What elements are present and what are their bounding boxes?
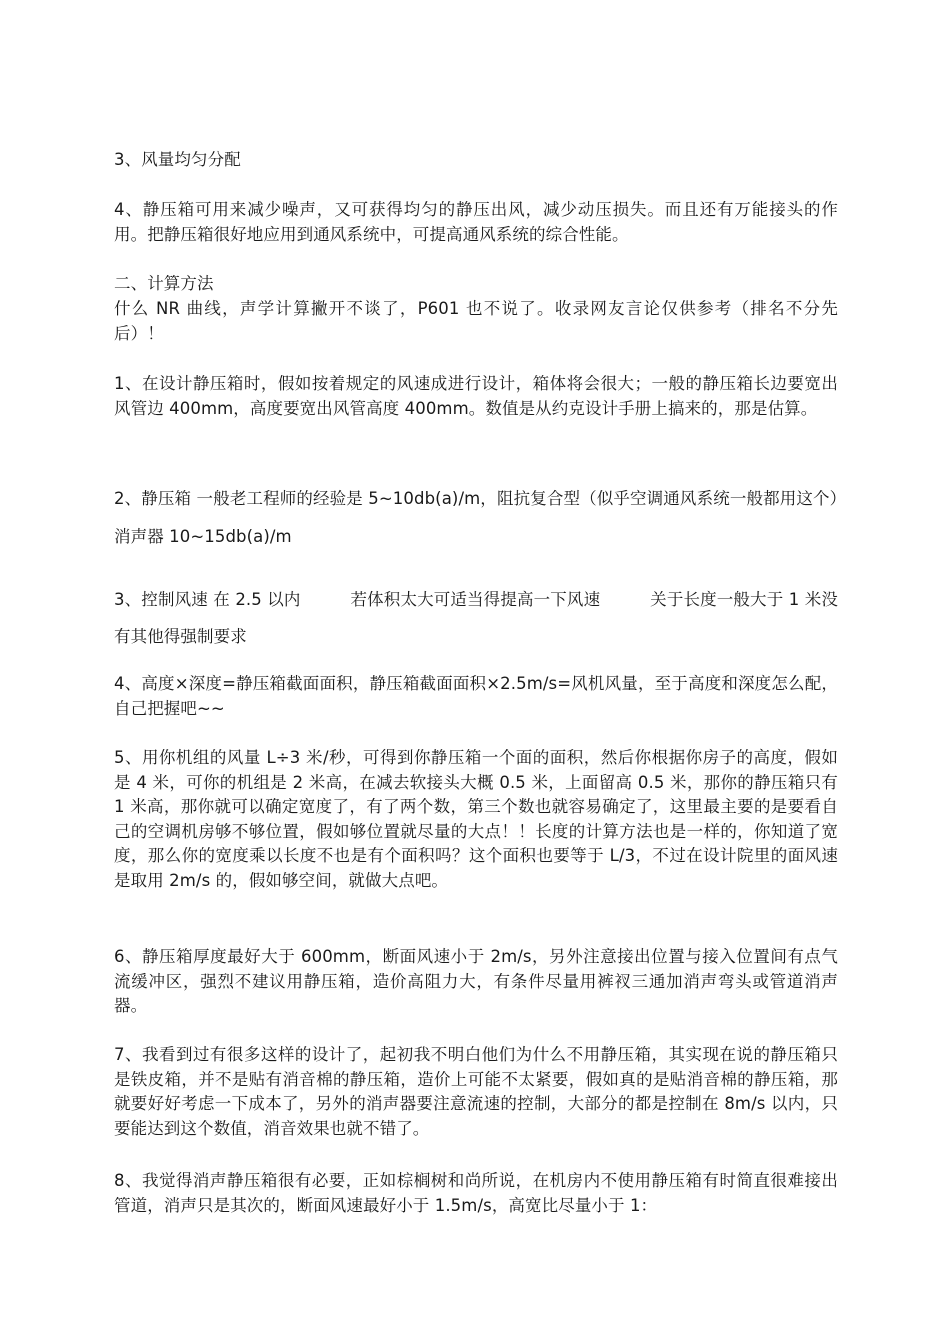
paragraph-6: 3、控制风速 在 2.5 以内 若体积太大可适当得提高一下风速 关于长度一般大于 1 米没有其他得强制要求 — [114, 590, 838, 646]
paragraph-7: 4、高度×深度=静压箱截面面积，静压箱截面面积×2.5m/s=风机风量，至于高度和深度怎么配，自己把握吧~~ — [114, 674, 838, 718]
paragraph-10: 7、我看到过有很多这样的设计了，起初我不明白他们为什么不用静压箱，其实现在说的静压箱只是铁皮箱，并不是贴有消音棉的静压箱，造价上可能不太紧要，假如真的是贴消音棉的静压箱，那就要好好考虑一下成本了，另外的消声器要注意流速的控制，大部分的都是控制在 8m/s 以内，只要能达到这个数值，消音效果也就不错了。 — [114, 1045, 838, 1138]
section-heading: 二、计算方法 — [114, 274, 214, 293]
paragraph-9: 6、静压箱厚度最好大于 600mm，断面风速小于 2m/s，另外注意接出位置与接入位置间有点气流缓冲区，强烈不建议用静压箱，造价高阻力大，有条件尽量用裤衩三通加消声弯头或管道消声器。 — [114, 947, 838, 1015]
paragraph-5: 2、静压箱 一般老工程师的经验是 5~10db(a)/m，阻抗复合型（似乎空调通风系统一般都用这个）消声器 10~15db(a)/m — [114, 489, 838, 546]
paragraph-1: 3、风量均匀分配 — [114, 150, 241, 169]
paragraph-8: 5、用你机组的风量 L÷3 米/秒，可得到你静压箱一个面的面积，然后你根据你房子的高度，假如是 4 米，可你的机组是 2 米高，在减去软接头大概 0.5 米，上面留高 0.5 米，那你的静压箱只有 1 米高，那你就可以确定宽度了，有了两个数，第三个数也就容易确定了，这里最主要的是要看自己的空调机房够不够位置，假如够位置就尽量的大点！！长度的计算方法也是一样的，你知道了宽度，那么你的宽度乘以长度不也是有个面积吗？这个面积也要等于 L/3，不过在设计院里的面风速是取用 2m/s 的，假如够空间，就做大点吧。 — [114, 748, 838, 890]
paragraph-2: 4、静压箱可用来减少噪声，又可获得均匀的静压出风，减少动压损失。而且还有万能接头的作用。把静压箱很好地应用到通风系统中，可提高通风系统的综合性能。 — [114, 200, 838, 244]
paragraph-3: 什么 NR 曲线，声学计算撇开不谈了，P601 也不说了。收录网友言论仅供参考（排名不分先后）！ — [114, 299, 838, 343]
paragraph-11: 8、我觉得消声静压箱很有必要，正如棕榈树和尚所说，在机房内不使用静压箱有时简直很难接出管道，消声只是其次的，断面风速最好小于 1.5m/s，高宽比尽量小于 1： — [114, 1171, 838, 1215]
paragraph-4: 1、在设计静压箱时，假如按着规定的风速成进行设计，箱体将会很大；一般的静压箱长边要宽出风管边 400mm，高度要宽出风管高度 400mm。数值是从约克设计手册上搞来的，那是估算。 — [114, 374, 838, 418]
